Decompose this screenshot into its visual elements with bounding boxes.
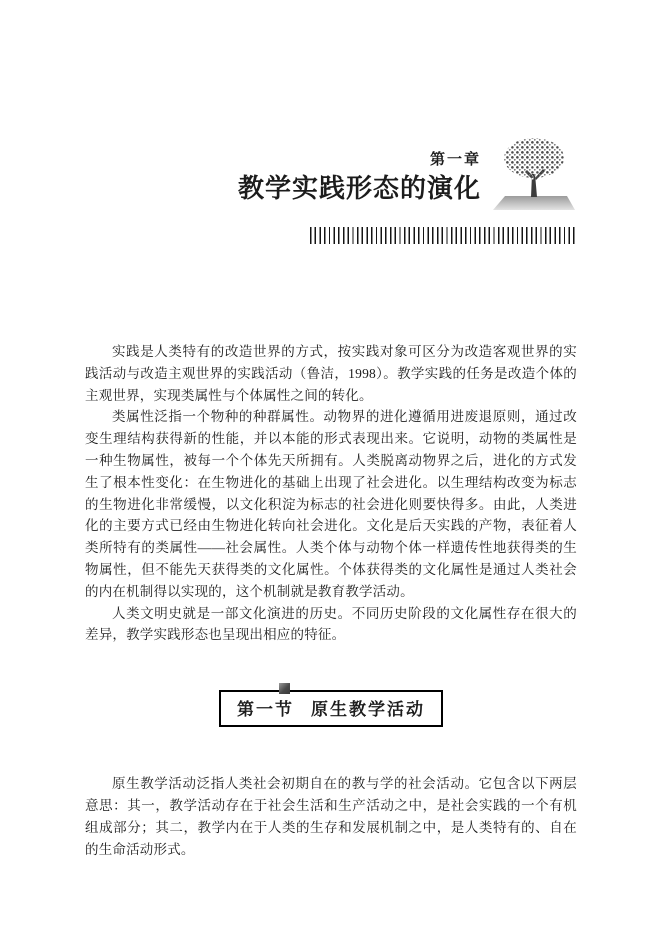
- section-body: [85, 773, 577, 860]
- section-heading: [219, 690, 443, 727]
- chapter-text: [238, 148, 481, 202]
- paragraph: 实践是人类特有的改造世界的方式，按实践对象可区分为改造客观世界的实践活动与改造主观世界的实践活动（鲁洁，1998）。教学实践的任务是改造个体的主观世界，实现类属性与个体属性之间的转化。: [85, 344, 577, 403]
- chapter-title: 教学实践形态的演化: [237, 174, 481, 203]
- intro-text: [85, 341, 577, 646]
- chapter-header: [85, 136, 577, 214]
- section-title: 原生教学活动: [311, 700, 425, 720]
- paragraph: 人类文明史就是一部文化演进的历史。不同历史阶段的文化属性存在很大的差异，教学实践形态也呈现出相应的特征。: [85, 605, 577, 643]
- chapter-number: 第一章: [429, 152, 481, 168]
- barcode-divider: [310, 227, 577, 244]
- section-number: 第一节: [237, 700, 294, 720]
- square-decoration-icon: [279, 683, 290, 694]
- paragraph: 类属性泛指一个物种的种群属性。动物界的进化遵循用进废退原则，通过改变生理结构获得新的性能，并以本能的形式表现出来。它说明，动物的类属性是一种生物属性，被每一个个体先天所拥有。人类脱离动物界之后，进化的方式发生了根本性变化：在生物进化的基础上出现了社会进化。以生理结构改变为标志的生物进化非常缓慢，以文化积淀为标志的社会进化则要快得多。由此，人类进化的主要方式已经由生物进化转向社会进化。文化是后天实践的产物，表征着人类所特有的类属性——社会属性。人类个体与动物个体一样遗传性地获得类的生物属性，但不能先天获得类的文化属性。个体获得类的文化属性是通过人类社会的内在机制得以实现的，这个机制就是教育教学活动。: [85, 409, 577, 599]
- paragraph: 原生教学活动泛指人类社会初期自在的教与学的社会活动。它包含以下两层意思：其一，教学活动存在于社会生活和生产活动之中，是社会实践的一个有机组成部分；其二，教学内在于人类的生存和发展机制之中，是人类特有的、自在的生命活动形式。: [85, 776, 577, 857]
- dotted-tree-icon: [491, 136, 577, 214]
